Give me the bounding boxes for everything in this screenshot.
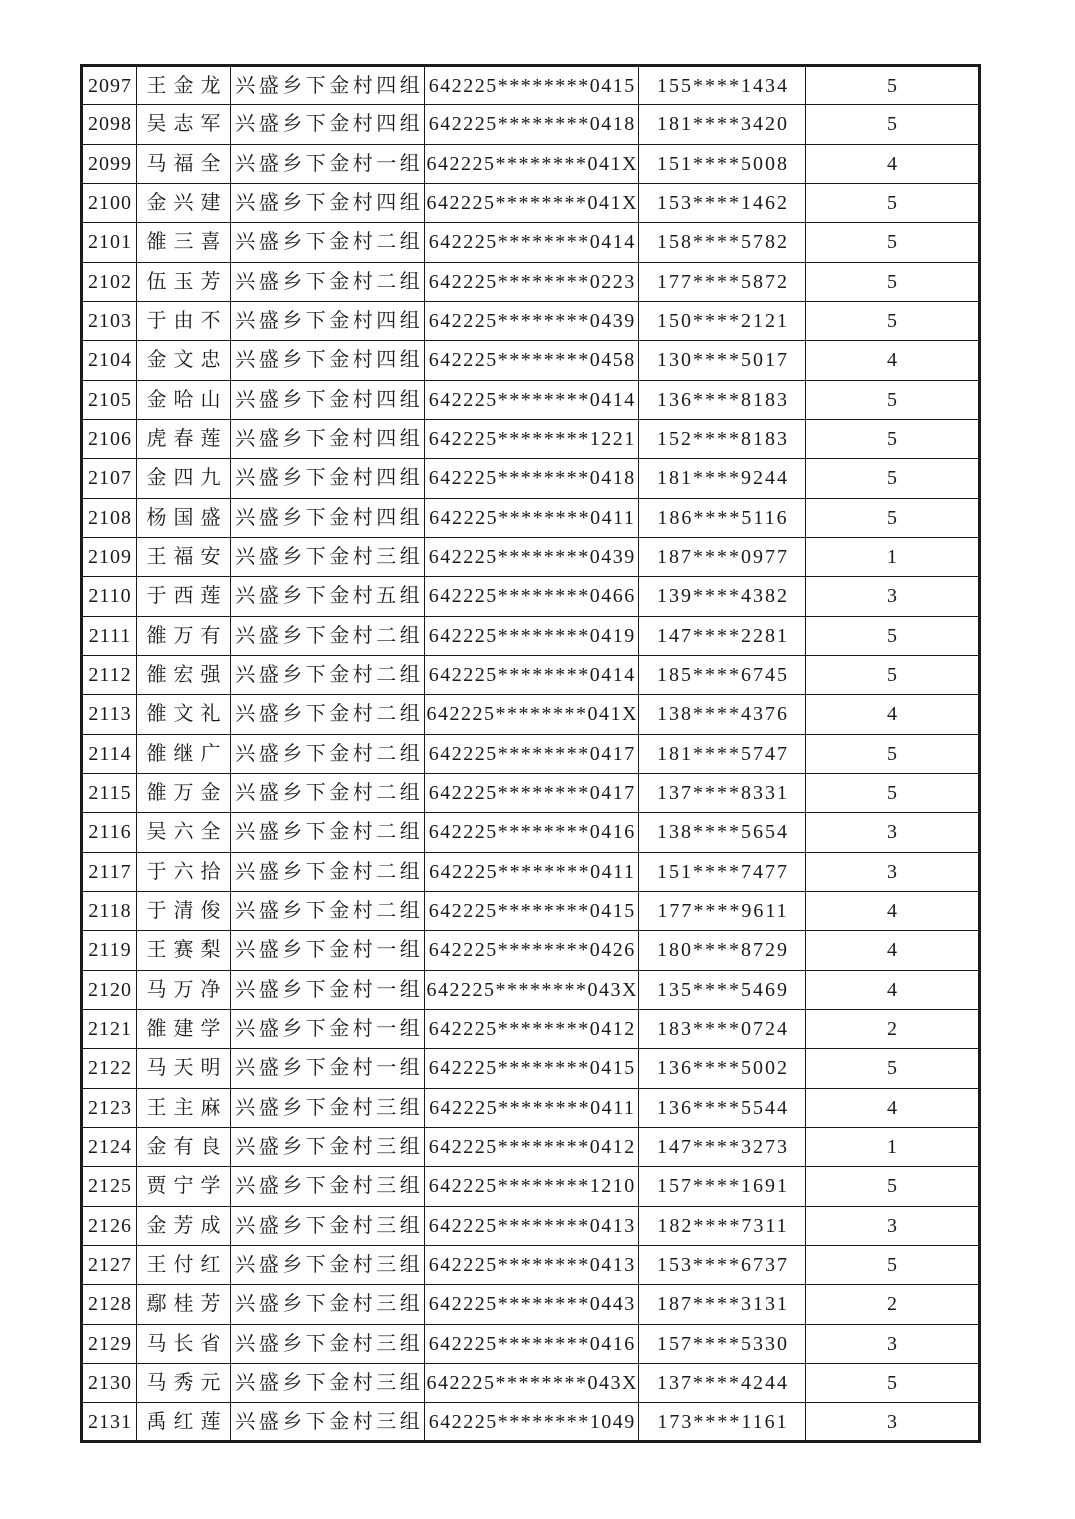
count-cell: 3 <box>806 852 980 891</box>
phone-number-cell: 157****1691 <box>639 1167 806 1206</box>
phone-number-cell: 151****7477 <box>639 852 806 891</box>
id-number-cell: 642225********0417 <box>425 734 639 773</box>
row-index-cell: 2119 <box>82 931 137 970</box>
phone-number-cell: 183****0724 <box>639 1009 806 1048</box>
name-cell: 金哈山 <box>137 380 231 419</box>
row-index-cell: 2098 <box>82 105 137 144</box>
row-index-cell: 2121 <box>82 1009 137 1048</box>
id-number-cell: 642225********0418 <box>425 459 639 498</box>
row-index-cell: 2123 <box>82 1088 137 1127</box>
address-cell: 兴盛乡下金村二组 <box>231 891 425 930</box>
count-cell: 4 <box>806 1088 980 1127</box>
row-index-cell: 2113 <box>82 695 137 734</box>
row-index-cell: 2105 <box>82 380 137 419</box>
address-cell: 兴盛乡下金村二组 <box>231 223 425 262</box>
table-row <box>82 183 980 222</box>
address-cell: 兴盛乡下金村三组 <box>231 1285 425 1324</box>
count-cell: 3 <box>806 1324 980 1363</box>
count-cell: 1 <box>806 1127 980 1166</box>
row-index-cell: 2108 <box>82 498 137 537</box>
id-number-cell: 642225********0426 <box>425 931 639 970</box>
phone-number-cell: 138****4376 <box>639 695 806 734</box>
address-cell: 兴盛乡下金村一组 <box>231 931 425 970</box>
count-cell: 3 <box>806 577 980 616</box>
table-row <box>82 223 980 262</box>
count-cell: 5 <box>806 655 980 694</box>
count-cell: 5 <box>806 183 980 222</box>
name-cell: 杨国盛 <box>137 498 231 537</box>
name-cell: 于西莲 <box>137 577 231 616</box>
row-index-cell: 2110 <box>82 577 137 616</box>
phone-number-cell: 185****6745 <box>639 655 806 694</box>
name-cell: 伍玉芳 <box>137 262 231 301</box>
phone-number-cell: 158****5782 <box>639 223 806 262</box>
id-number-cell: 642225********0415 <box>425 66 639 105</box>
name-cell: 雒建学 <box>137 1009 231 1048</box>
table-row <box>82 1245 980 1284</box>
phone-number-cell: 151****5008 <box>639 144 806 183</box>
phone-number-cell: 130****5017 <box>639 341 806 380</box>
count-cell: 2 <box>806 1285 980 1324</box>
address-cell: 兴盛乡下金村三组 <box>231 1363 425 1402</box>
count-cell: 4 <box>806 970 980 1009</box>
address-cell: 兴盛乡下金村二组 <box>231 852 425 891</box>
count-cell: 3 <box>806 1206 980 1245</box>
address-cell: 兴盛乡下金村三组 <box>231 1206 425 1245</box>
address-cell: 兴盛乡下金村一组 <box>231 1049 425 1088</box>
table-row <box>82 891 980 930</box>
address-cell: 兴盛乡下金村三组 <box>231 1127 425 1166</box>
id-number-cell: 642225********0412 <box>425 1127 639 1166</box>
row-index-cell: 2109 <box>82 537 137 576</box>
row-index-cell: 2115 <box>82 773 137 812</box>
id-number-cell: 642225********043X <box>425 970 639 1009</box>
table-row <box>82 1206 980 1245</box>
phone-number-cell: 177****5872 <box>639 262 806 301</box>
row-index-cell: 2131 <box>82 1403 137 1442</box>
count-cell: 5 <box>806 380 980 419</box>
phone-number-cell: 150****2121 <box>639 301 806 340</box>
count-cell: 4 <box>806 341 980 380</box>
phone-number-cell: 157****5330 <box>639 1324 806 1363</box>
address-cell: 兴盛乡下金村二组 <box>231 734 425 773</box>
phone-number-cell: 181****5747 <box>639 734 806 773</box>
row-index-cell: 2102 <box>82 262 137 301</box>
id-number-cell: 642225********0411 <box>425 498 639 537</box>
phone-number-cell: 135****5469 <box>639 970 806 1009</box>
address-cell: 兴盛乡下金村三组 <box>231 1403 425 1442</box>
address-cell: 兴盛乡下金村三组 <box>231 1324 425 1363</box>
name-cell: 马万净 <box>137 970 231 1009</box>
phone-number-cell: 137****8331 <box>639 773 806 812</box>
phone-number-cell: 155****1434 <box>639 66 806 105</box>
row-index-cell: 2101 <box>82 223 137 262</box>
table-row <box>82 498 980 537</box>
id-number-cell: 642225********043X <box>425 1363 639 1402</box>
phone-number-cell: 180****8729 <box>639 931 806 970</box>
id-number-cell: 642225********0414 <box>425 655 639 694</box>
table-row <box>82 459 980 498</box>
phone-number-cell: 173****1161 <box>639 1403 806 1442</box>
address-cell: 兴盛乡下金村三组 <box>231 1245 425 1284</box>
phone-number-cell: 181****9244 <box>639 459 806 498</box>
row-index-cell: 2126 <box>82 1206 137 1245</box>
phone-number-cell: 137****4244 <box>639 1363 806 1402</box>
name-cell: 马福全 <box>137 144 231 183</box>
name-cell: 王付红 <box>137 1245 231 1284</box>
phone-number-cell: 153****6737 <box>639 1245 806 1284</box>
row-index-cell: 2122 <box>82 1049 137 1088</box>
address-cell: 兴盛乡下金村一组 <box>231 1009 425 1048</box>
id-number-cell: 642225********0415 <box>425 891 639 930</box>
name-cell: 雒文礼 <box>137 695 231 734</box>
name-cell: 禹红莲 <box>137 1403 231 1442</box>
id-number-cell: 642225********041X <box>425 144 639 183</box>
id-number-cell: 642225********1049 <box>425 1403 639 1442</box>
address-cell: 兴盛乡下金村三组 <box>231 1088 425 1127</box>
phone-number-cell: 139****4382 <box>639 577 806 616</box>
id-number-cell: 642225********041X <box>425 183 639 222</box>
phone-number-cell: 182****7311 <box>639 1206 806 1245</box>
table-row <box>82 419 980 458</box>
count-cell: 5 <box>806 1363 980 1402</box>
phone-number-cell: 138****5654 <box>639 813 806 852</box>
id-number-cell: 642225********0412 <box>425 1009 639 1048</box>
name-cell: 雒宏强 <box>137 655 231 694</box>
count-cell: 5 <box>806 262 980 301</box>
name-cell: 鄢桂芳 <box>137 1285 231 1324</box>
row-index-cell: 2117 <box>82 852 137 891</box>
row-index-cell: 2106 <box>82 419 137 458</box>
phone-number-cell: 136****5002 <box>639 1049 806 1088</box>
name-cell: 金兴建 <box>137 183 231 222</box>
name-cell: 金文忠 <box>137 341 231 380</box>
id-number-cell: 642225********0417 <box>425 773 639 812</box>
name-cell: 王金龙 <box>137 66 231 105</box>
row-index-cell: 2129 <box>82 1324 137 1363</box>
table-row <box>82 970 980 1009</box>
table-row <box>82 616 980 655</box>
name-cell: 贾宁学 <box>137 1167 231 1206</box>
count-cell: 4 <box>806 891 980 930</box>
id-number-cell: 642225********0466 <box>425 577 639 616</box>
table-row <box>82 1049 980 1088</box>
table-row <box>82 852 980 891</box>
address-cell: 兴盛乡下金村一组 <box>231 144 425 183</box>
phone-number-cell: 187****0977 <box>639 537 806 576</box>
row-index-cell: 2104 <box>82 341 137 380</box>
table-row <box>82 577 980 616</box>
table-row <box>82 1324 980 1363</box>
name-cell: 金有良 <box>137 1127 231 1166</box>
row-index-cell: 2127 <box>82 1245 137 1284</box>
count-cell: 5 <box>806 223 980 262</box>
count-cell: 4 <box>806 931 980 970</box>
count-cell: 5 <box>806 459 980 498</box>
row-index-cell: 2099 <box>82 144 137 183</box>
phone-number-cell: 152****8183 <box>639 419 806 458</box>
id-number-cell: 642225********0411 <box>425 1088 639 1127</box>
table-row <box>82 813 980 852</box>
table-row <box>82 301 980 340</box>
table-row <box>82 1167 980 1206</box>
count-cell: 5 <box>806 616 980 655</box>
name-cell: 王主麻 <box>137 1088 231 1127</box>
address-cell: 兴盛乡下金村四组 <box>231 341 425 380</box>
name-cell: 雒万有 <box>137 616 231 655</box>
id-number-cell: 642225********0418 <box>425 105 639 144</box>
row-index-cell: 2120 <box>82 970 137 1009</box>
table-row <box>82 537 980 576</box>
name-cell: 马长省 <box>137 1324 231 1363</box>
address-cell: 兴盛乡下金村四组 <box>231 459 425 498</box>
name-cell: 雒三喜 <box>137 223 231 262</box>
id-number-cell: 642225********0416 <box>425 1324 639 1363</box>
id-number-cell: 642225********0414 <box>425 223 639 262</box>
table-row <box>82 1403 980 1442</box>
phone-number-cell: 186****5116 <box>639 498 806 537</box>
address-cell: 兴盛乡下金村四组 <box>231 183 425 222</box>
count-cell: 1 <box>806 537 980 576</box>
id-number-cell: 642225********0413 <box>425 1206 639 1245</box>
address-cell: 兴盛乡下金村二组 <box>231 773 425 812</box>
row-index-cell: 2114 <box>82 734 137 773</box>
count-cell: 5 <box>806 773 980 812</box>
address-cell: 兴盛乡下金村三组 <box>231 537 425 576</box>
phone-number-cell: 147****2281 <box>639 616 806 655</box>
row-index-cell: 2118 <box>82 891 137 930</box>
name-cell: 虎春莲 <box>137 419 231 458</box>
id-number-cell: 642225********0419 <box>425 616 639 655</box>
address-cell: 兴盛乡下金村四组 <box>231 301 425 340</box>
row-index-cell: 2130 <box>82 1363 137 1402</box>
count-cell: 5 <box>806 105 980 144</box>
table-row <box>82 1088 980 1127</box>
id-number-cell: 642225********041X <box>425 695 639 734</box>
id-number-cell: 642225********0413 <box>425 1245 639 1284</box>
row-index-cell: 2128 <box>82 1285 137 1324</box>
table-row <box>82 66 980 105</box>
count-cell: 5 <box>806 301 980 340</box>
name-cell: 王福安 <box>137 537 231 576</box>
table-row <box>82 655 980 694</box>
name-cell: 吴志军 <box>137 105 231 144</box>
row-index-cell: 2100 <box>82 183 137 222</box>
row-index-cell: 2111 <box>82 616 137 655</box>
row-index-cell: 2124 <box>82 1127 137 1166</box>
table-row <box>82 380 980 419</box>
address-cell: 兴盛乡下金村二组 <box>231 813 425 852</box>
count-cell: 5 <box>806 1245 980 1284</box>
count-cell: 2 <box>806 1009 980 1048</box>
id-number-cell: 642225********0443 <box>425 1285 639 1324</box>
count-cell: 4 <box>806 144 980 183</box>
name-cell: 马天明 <box>137 1049 231 1088</box>
table-row <box>82 1363 980 1402</box>
count-cell: 3 <box>806 813 980 852</box>
address-cell: 兴盛乡下金村四组 <box>231 419 425 458</box>
id-number-cell: 642225********1210 <box>425 1167 639 1206</box>
table-row <box>82 931 980 970</box>
address-cell: 兴盛乡下金村四组 <box>231 105 425 144</box>
id-number-cell: 642225********0439 <box>425 537 639 576</box>
count-cell: 5 <box>806 734 980 773</box>
row-index-cell: 2125 <box>82 1167 137 1206</box>
id-number-cell: 642225********0416 <box>425 813 639 852</box>
address-cell: 兴盛乡下金村四组 <box>231 380 425 419</box>
name-cell: 于六拾 <box>137 852 231 891</box>
count-cell: 5 <box>806 1167 980 1206</box>
row-index-cell: 2103 <box>82 301 137 340</box>
id-number-cell: 642225********0458 <box>425 341 639 380</box>
phone-number-cell: 136****8183 <box>639 380 806 419</box>
id-number-cell: 642225********0223 <box>425 262 639 301</box>
phone-number-cell: 187****3131 <box>639 1285 806 1324</box>
phone-number-cell: 181****3420 <box>639 105 806 144</box>
name-cell: 雒万金 <box>137 773 231 812</box>
id-number-cell: 642225********0439 <box>425 301 639 340</box>
name-cell: 金芳成 <box>137 1206 231 1245</box>
name-cell: 吴六全 <box>137 813 231 852</box>
address-cell: 兴盛乡下金村三组 <box>231 1167 425 1206</box>
address-cell: 兴盛乡下金村二组 <box>231 655 425 694</box>
id-number-cell: 642225********0411 <box>425 852 639 891</box>
address-cell: 兴盛乡下金村二组 <box>231 695 425 734</box>
count-cell: 3 <box>806 1403 980 1442</box>
address-cell: 兴盛乡下金村二组 <box>231 616 425 655</box>
name-cell: 王赛梨 <box>137 931 231 970</box>
phone-number-cell: 147****3273 <box>639 1127 806 1166</box>
table-row <box>82 1009 980 1048</box>
count-cell: 5 <box>806 419 980 458</box>
row-index-cell: 2107 <box>82 459 137 498</box>
table-row <box>82 144 980 183</box>
row-index-cell: 2097 <box>82 66 137 105</box>
count-cell: 4 <box>806 695 980 734</box>
row-index-cell: 2116 <box>82 813 137 852</box>
address-cell: 兴盛乡下金村四组 <box>231 66 425 105</box>
roster-table <box>80 64 981 1443</box>
table-row <box>82 1127 980 1166</box>
table-row <box>82 773 980 812</box>
table-row <box>82 1285 980 1324</box>
row-index-cell: 2112 <box>82 655 137 694</box>
address-cell: 兴盛乡下金村二组 <box>231 262 425 301</box>
address-cell: 兴盛乡下金村五组 <box>231 577 425 616</box>
table-row <box>82 105 980 144</box>
name-cell: 马秀元 <box>137 1363 231 1402</box>
name-cell: 金四九 <box>137 459 231 498</box>
address-cell: 兴盛乡下金村一组 <box>231 970 425 1009</box>
phone-number-cell: 153****1462 <box>639 183 806 222</box>
count-cell: 5 <box>806 66 980 105</box>
name-cell: 于清俊 <box>137 891 231 930</box>
address-cell: 兴盛乡下金村四组 <box>231 498 425 537</box>
name-cell: 雒继广 <box>137 734 231 773</box>
id-number-cell: 642225********0415 <box>425 1049 639 1088</box>
count-cell: 5 <box>806 1049 980 1088</box>
name-cell: 于由不 <box>137 301 231 340</box>
table-row <box>82 341 980 380</box>
id-number-cell: 642225********0414 <box>425 380 639 419</box>
table-row <box>82 262 980 301</box>
phone-number-cell: 136****5544 <box>639 1088 806 1127</box>
phone-number-cell: 177****9611 <box>639 891 806 930</box>
count-cell: 5 <box>806 498 980 537</box>
table-row <box>82 695 980 734</box>
table-row <box>82 734 980 773</box>
id-number-cell: 642225********1221 <box>425 419 639 458</box>
